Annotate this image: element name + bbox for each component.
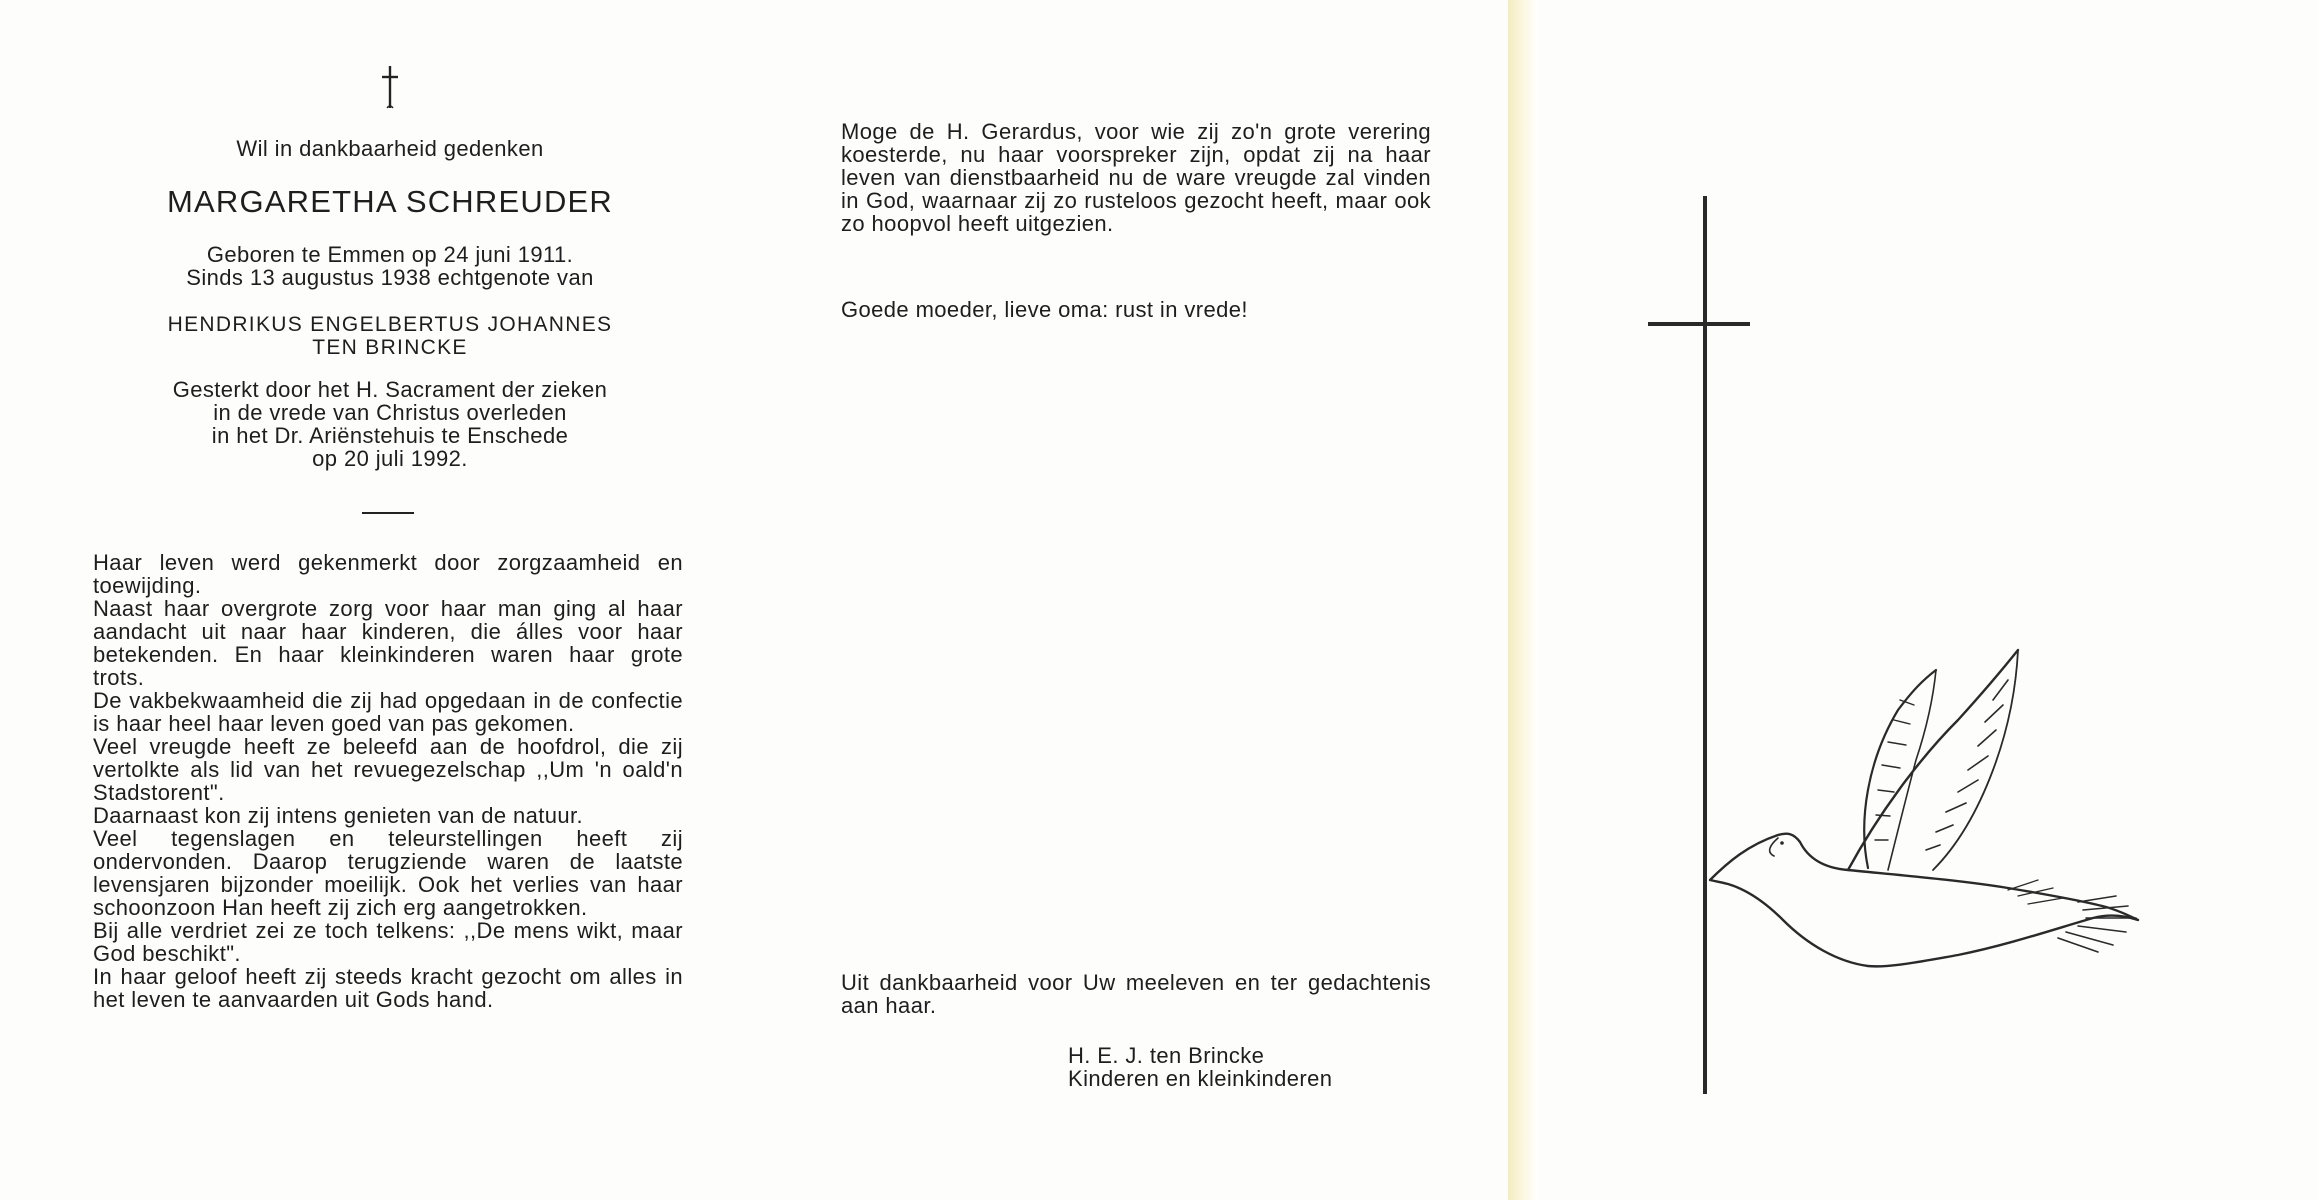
bio-paragraph: Naast haar overgrote zorg voor haar man ging al haar aandacht uit naar haar kinderen, die álles voor haar betekenden. En haar kleinkinderen waren haar grote trots.: [93, 596, 683, 690]
farewell-line: Goede moeder, lieve oma: rust in vrede!: [841, 297, 1248, 322]
husband-given-names: HENDRIKUS ENGELBERTUS JOHANNES: [167, 313, 613, 336]
front-cover-art: [1538, 0, 2318, 1200]
husband-name-block: [110, 313, 670, 359]
married-line: Sinds 13 augustus 1938 echtgenote van: [186, 265, 594, 290]
born-line: Geboren te Emmen op 24 juni 1911.: [206, 242, 574, 267]
separator-rule: [362, 512, 414, 514]
latin-cross-icon: [1648, 196, 1750, 1094]
bio-paragraph: Veel tegenslagen en teleurstellingen heeft zij ondervonden. Daarop terugziende waren de laatste levensjaren bijzonder moeilijk. Ook het verlies van haar schoonzoon Han heeft zij zich erg aangetrokken.: [93, 826, 683, 920]
small-cross-icon: [379, 64, 401, 110]
signer-family: Kinderen en kleinkinderen: [1068, 1066, 1333, 1091]
deceased-name: MARGARETHA SCHREUDER: [167, 184, 613, 219]
biography: [93, 551, 683, 1011]
death-block: [120, 378, 660, 470]
bio-paragraph: Daarnaast kon zij intens genieten van de natuur.: [93, 803, 584, 828]
signers-block: [1068, 1044, 1448, 1090]
bio-paragraph: Bij alle verdriet zei ze toch telkens: ,,De mens wikt, maar God beschikt".: [93, 918, 683, 966]
bio-paragraph: In haar geloof heeft zij steeds kracht gezocht om alles in het leven te aanvaarden uit Gods hand.: [93, 964, 683, 1012]
thanks-line: Uit dankbaarheid voor Uw meeleven en ter gedachtenis aan haar.: [841, 970, 1431, 1018]
prayer-text: Moge de H. Gerardus, voor wie zij zo'n grote verering koesterde, nu haar voorspreker zijn, opdat zij na haar leven van dienstbaarheid nu de ware vreugde zal vinden in God, waarnaar zij zo rusteloos gezocht heeft, maar ook zo hoopvol heeft uitgezien.: [841, 119, 1431, 236]
prayer-paragraph: [841, 120, 1431, 235]
birth-marriage-block: [120, 243, 660, 289]
death-line: in de vrede van Christus overleden: [213, 400, 567, 425]
bio-paragraph: Veel vreugde heeft ze beleefd aan de hoofdrol, die zij vertolkte als lid van het revuegezelschap ,,Um 'n oald'n Stadstorent".: [93, 734, 683, 805]
bio-paragraph: Haar leven werd gekenmerkt door zorgzaamheid en toewijding.: [93, 550, 683, 598]
death-line: in het Dr. Ariënstehuis te Enschede: [211, 423, 569, 448]
death-line: Gesterkt door het H. Sacrament der zieken: [172, 377, 608, 402]
husband-surname: TEN BRINCKE: [312, 336, 468, 359]
signer-name: H. E. J. ten Brincke: [1068, 1043, 1265, 1068]
dove-icon: [1710, 650, 2138, 966]
death-line: op 20 juli 1992.: [312, 446, 468, 471]
bio-paragraph: De vakbekwaamheid die zij had opgedaan in de confectie is haar heel haar leven goed van pas gekomen.: [93, 688, 683, 736]
intro-line: Wil in dankbaarheid gedenken: [236, 136, 544, 161]
card-fold-edge: [1508, 0, 1538, 1200]
